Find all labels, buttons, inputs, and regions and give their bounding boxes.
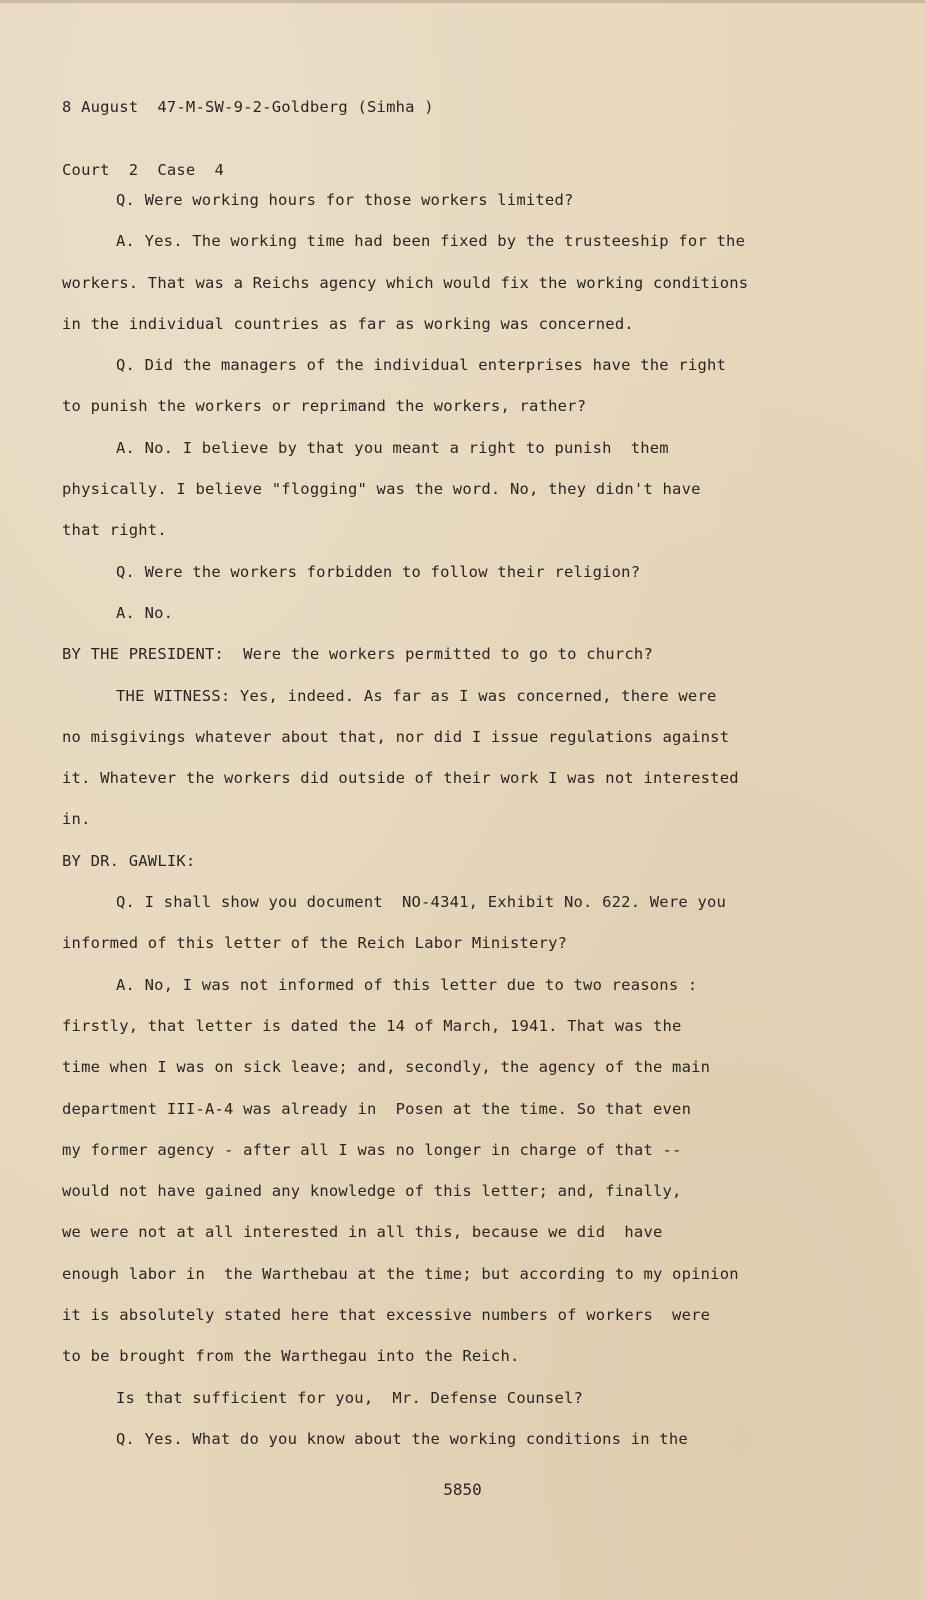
transcript-line: it is absolutely stated here that excessive numbers of workers were bbox=[62, 1306, 711, 1325]
page-number: 5850 bbox=[443, 1480, 482, 1499]
transcript-line: BY THE PRESIDENT: Were the workers permitted to go to church? bbox=[62, 645, 653, 664]
transcript-line: we were not at all interested in all this, because we did have bbox=[62, 1223, 663, 1242]
transcript-line: time when I was on sick leave; and, secondly, the agency of the main bbox=[62, 1058, 711, 1077]
transcript-line: that right. bbox=[62, 521, 167, 540]
transcript-line: Q. Did the managers of the individual enterprises have the right bbox=[116, 356, 727, 375]
transcript-line: Q. Were working hours for those workers limited? bbox=[116, 191, 574, 209]
transcript-line: would not have gained any knowledge of this letter; and, finally, bbox=[62, 1182, 682, 1201]
transcript-line: enough labor in the Warthebau at the time; but according to my opinion bbox=[62, 1264, 739, 1283]
transcript-line: A. No. bbox=[116, 603, 174, 622]
transcript-line: department III-A-4 was already in Posen at the time. So that even bbox=[62, 1099, 692, 1118]
transcript-line: no misgivings whatever about that, nor did I issue regulations against bbox=[62, 727, 730, 746]
transcript-line: A. No. I believe by that you meant a right to punish them bbox=[116, 438, 669, 457]
transcript-line: informed of this letter of the Reich Labor Ministery? bbox=[62, 934, 568, 953]
transcript-line: Q. Yes. What do you know about the working conditions in the bbox=[116, 1429, 688, 1448]
transcript-line: Is that sufficient for you, Mr. Defense Counsel? bbox=[116, 1388, 584, 1407]
transcript-line: physically. I believe "flogging" was the word. No, they didn't have bbox=[62, 480, 701, 499]
header-date-case-line: 8 August 47-M-SW-9-2-Goldberg (Simha ) bbox=[62, 98, 434, 116]
transcript-line: A. No, I was not informed of this letter due to two reasons : bbox=[116, 975, 698, 994]
transcript-line: in. bbox=[62, 810, 91, 829]
transcript-line: firstly, that letter is dated the 14 of March, 1941. That was the bbox=[62, 1016, 682, 1035]
transcript-line: in the individual countries as far as working was concerned. bbox=[62, 314, 634, 333]
transcript-line: THE WITNESS: Yes, indeed. As far as I was concerned, there were bbox=[116, 686, 717, 705]
transcript-line: A. Yes. The working time had been fixed by the trusteeship for the bbox=[116, 232, 746, 251]
header-court-line: Court 2 Case 4 bbox=[62, 161, 225, 179]
transcript-line: to be brought from the Warthegau into the Reich. bbox=[62, 1347, 520, 1366]
transcript-line: Q. Were the workers forbidden to follow their religion? bbox=[116, 562, 641, 581]
transcript-body bbox=[62, 180, 892, 1460]
transcript-line: my former agency - after all I was no longer in charge of that -- bbox=[62, 1140, 682, 1159]
transcript-line: it. Whatever the workers did outside of their work I was not interested bbox=[62, 769, 739, 788]
page-top-edge bbox=[0, 0, 925, 3]
transcript-line: BY DR. GAWLIK: bbox=[62, 851, 196, 870]
transcript-line: workers. That was a Reichs agency which would fix the working conditions bbox=[62, 273, 749, 292]
transcript-line: Q. I shall show you document NO-4341, Exhibit No. 622. Were you bbox=[116, 893, 727, 912]
transcript-line: to punish the workers or reprimand the workers, rather? bbox=[62, 397, 587, 416]
